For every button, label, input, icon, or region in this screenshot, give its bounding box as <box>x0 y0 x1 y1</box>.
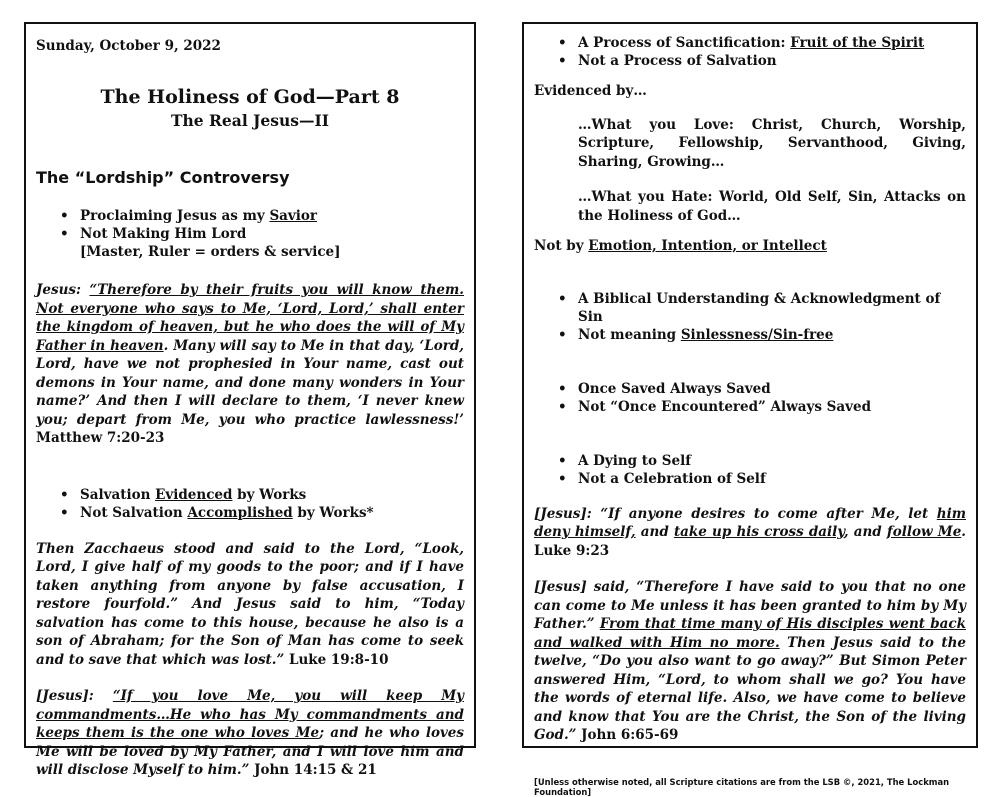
right-page <box>522 22 978 797</box>
scripture-reference: Luke 19:8-10 <box>284 651 389 668</box>
bullet-list <box>534 290 966 344</box>
scripture-reference: Matthew 7:20-23 <box>36 430 165 446</box>
scripture-quote: [Jesus]: “If anyone desires to come after Me, let him deny himself, and take up his cross daily, and follow Me. Luke 9:23 <box>534 505 966 559</box>
scripture-quote: Then Zacchaeus stood and said to the Lord, “Look, Lord, I give half of my goods to the poor; and if I have taken anything from anyone by false accusation, I restore fourfold.” And Jesus said to him, “Today salvation has come to this house, because he also is a son of Abraham; for the Son of Man has come to seek and to save that which was lost.” Luke 19:8-10 <box>36 540 464 668</box>
sermon-subtitle: The Real Jesus—II <box>170 111 330 130</box>
list-item: • A Biblical Understanding & Acknowledgment of Sin <box>534 290 966 326</box>
bullet-list <box>36 486 464 522</box>
scripture-reference: John 6:65-69 <box>576 727 679 743</box>
scripture-reference: John 14:15 & 21 <box>249 762 377 778</box>
list-item-note: [Master, Ruler = orders & service] <box>80 244 341 260</box>
list-item: • A Dying to Self <box>534 452 966 470</box>
list-item: • Not “Once Encountered” Always Saved <box>534 398 966 416</box>
list-item: • A Process of Sanctification: Fruit of the Spirit <box>534 34 966 52</box>
evidenced-label: Evidenced by… <box>534 83 647 99</box>
scripture-quote: [Jesus] said, “Therefore I have said to you that no one can come to Me unless it has been granted to him by My Father.” From that time many of His disciples went back and walked with Him no more. Then Jesus said to the twelve, “Do you also want to go away?” But Simon Peter answered Him, “Lord, to whom shall we go? You have the words of eternal life. Also, we have come to believe and know that You are the Christ, the Son of the living God.” John 6:65-69 <box>534 579 966 743</box>
list-item: • Proclaiming Jesus as my Savior <box>36 207 464 225</box>
scripture-quote: [Jesus]: “If you love Me, you will keep My commandments…He who has My commandments and keeps them is the one who loves Me; and he who loves Me will be loved by My Father, and I will love him and will disclose Myself to him.” John 14:15 & 21 <box>36 688 464 778</box>
not-by-line: Not by Emotion, Intention, or Intellect <box>534 238 827 254</box>
bullet-list <box>534 452 966 488</box>
section-heading: The “Lordship” Controversy <box>36 168 290 187</box>
sermon-title: The Holiness of God—Part 8 <box>100 86 400 108</box>
bullet-list <box>36 207 464 243</box>
list-item: • Once Saved Always Saved <box>534 380 966 398</box>
list-item: • Not a Celebration of Self <box>534 470 966 488</box>
list-item: • Salvation Evidenced by Works <box>36 486 464 504</box>
footnote: [Unless otherwise noted, all Scripture citations are from the LSB ©, 2021, The Lockman Foundation] <box>534 776 950 797</box>
list-item: • Not Salvation Accomplished by Works* <box>36 504 464 522</box>
scripture-quote: Jesus: “Therefore by their fruits you will know them. Not everyone who says to Me, ‘Lord, Lord,’ shall enter the kingdom of heaven, but he who does the will of My Father in heaven. Many will say to Me in that day, ‘Lord, Lord, have we not prophesied in Your name, cast out demons in Your name, and done many wonders in Your name?’ And then I will declare to them, ‘I never knew you; depart from Me, you who practice lawlessness!’ Matthew 7:20-23 <box>36 282 465 446</box>
bullet-list <box>534 380 966 416</box>
list-item: • Not a Process of Salvation <box>534 52 966 70</box>
list-item: • Not meaning Sinlessness/Sin-free <box>534 326 966 344</box>
scripture-reference: Luke 9:23 <box>534 542 610 559</box>
left-page <box>24 22 476 778</box>
what-you-hate: …What you Hate: World, Old Self, Sin, Attacks on the Holiness of God… <box>578 189 966 224</box>
list-item: • Not Making Him Lord <box>36 225 464 243</box>
what-you-love: …What you Love: Christ, Church, Worship, Scripture, Fellowship, Servanthood, Giving, Sharing, Growing… <box>578 116 966 170</box>
sermon-date: Sunday, October 9, 2022 <box>36 38 221 54</box>
bullet-list <box>534 34 966 70</box>
